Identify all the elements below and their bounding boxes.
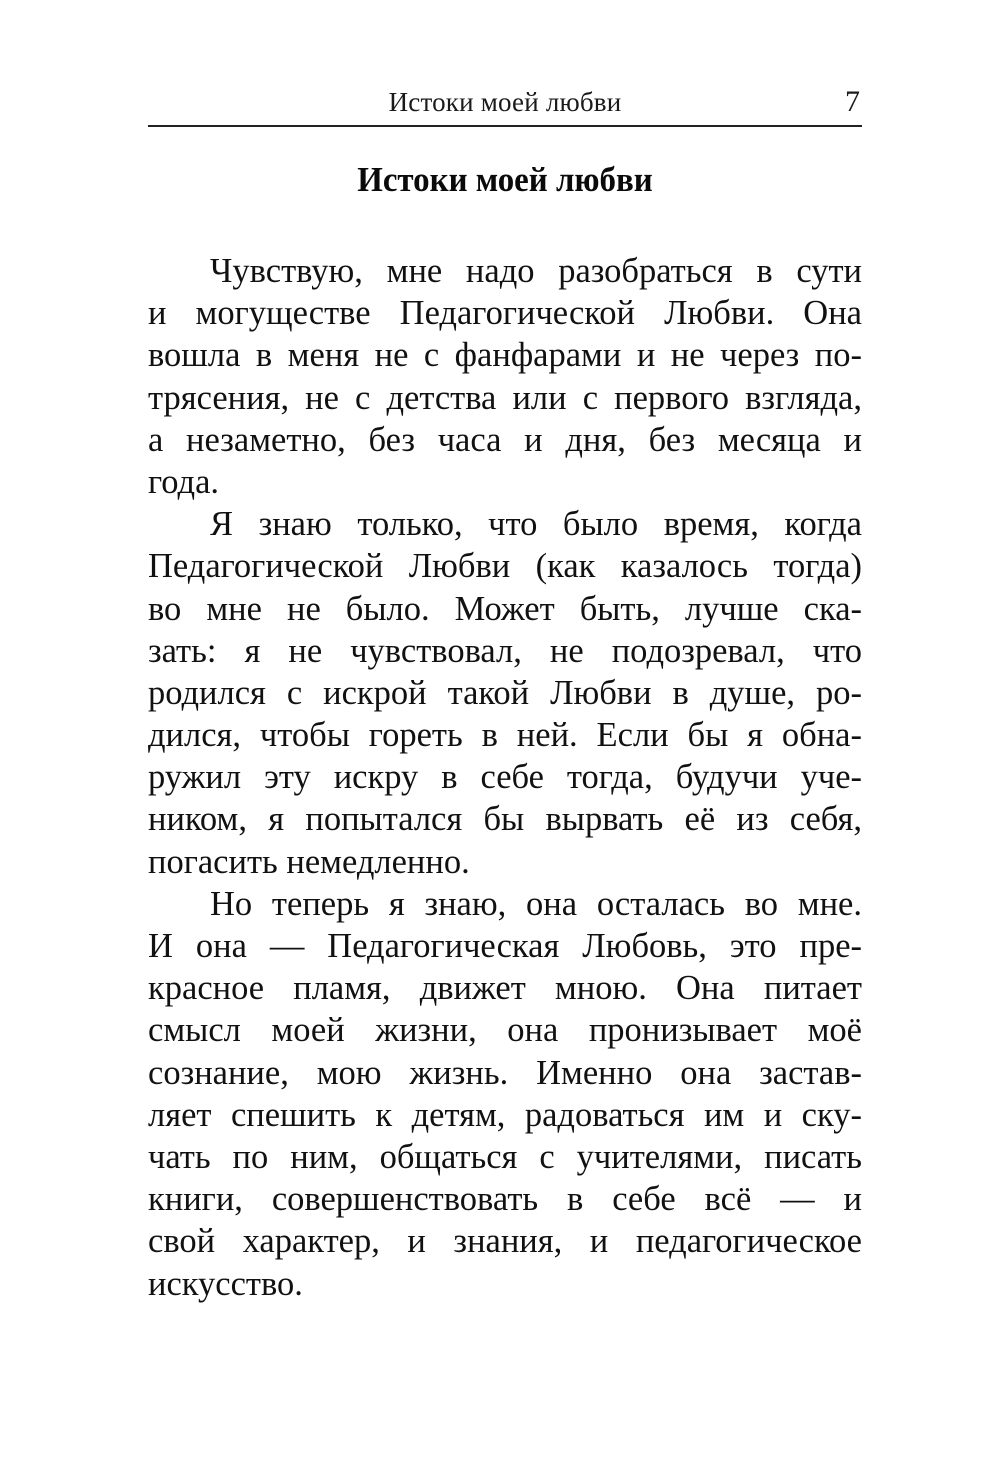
paragraph-3 (148, 883, 862, 1305)
text-line: погасить немедленно. (148, 842, 470, 881)
text-line: и могуществе Педагогической Любви. Она (148, 294, 862, 333)
body-text (148, 250, 862, 1305)
text-line: во мне не было. Может быть, лучше ска- (148, 589, 862, 628)
text-line: чать по ним, общаться с учителями, писать (148, 1137, 862, 1176)
text-line: зать: я не чувствовал, не подозревал, что (148, 631, 862, 670)
text-line: искусство. (148, 1264, 303, 1303)
text-line: свой характер, и знания, и педагогическое (148, 1222, 862, 1261)
text-line: сознание, мою жизнь. Именно она застав- (148, 1053, 862, 1092)
text-line: Я знаю только, что было время, когда (210, 505, 862, 544)
text-line: ружил эту искру в себе тогда, будучи уче- (148, 758, 862, 797)
text-line: книги, совершенствовать в себе всё — и (148, 1180, 862, 1219)
text-line: трясения, не с детства или с первого взгляда, (148, 378, 862, 417)
header-rule (148, 125, 862, 127)
text-line: Но теперь я знаю, она осталась во мне. (210, 884, 862, 923)
text-line: Чувствую, мне надо разобраться в сути (210, 252, 862, 290)
text-line: И она — Педагогическая Любовь, это пре- (148, 927, 862, 965)
paragraph-2 (148, 503, 862, 883)
text-line: дился, чтобы гореть в ней. Если бы я обна- (148, 716, 862, 755)
text-line: ляет спешить к детям, радоваться им и ску- (148, 1095, 862, 1134)
text-line: года. (148, 462, 220, 501)
paragraph-1 (148, 250, 862, 503)
running-head-title: Истоки моей любви (388, 87, 622, 117)
text-line: а незаметно, без часа и дня, без месяца и (148, 420, 862, 459)
text-line: смысл моей жизни, она пронизывает моё (148, 1011, 862, 1050)
chapter-title: Истоки моей любви (357, 160, 653, 199)
text-line: Педагогической Любви (как казалось тогда) (148, 547, 862, 586)
text-line: ником, я попытался бы вырвать её из себя, (148, 800, 862, 839)
text-line: вошла в меня не с фанфарами и не через по- (148, 336, 862, 375)
text-line: родился с искрой такой Любви в душе, ро- (148, 673, 862, 712)
text-line: красное пламя, движет мною. Она питает (148, 969, 862, 1008)
running-head (148, 85, 862, 125)
page-number: 7 (845, 85, 860, 118)
